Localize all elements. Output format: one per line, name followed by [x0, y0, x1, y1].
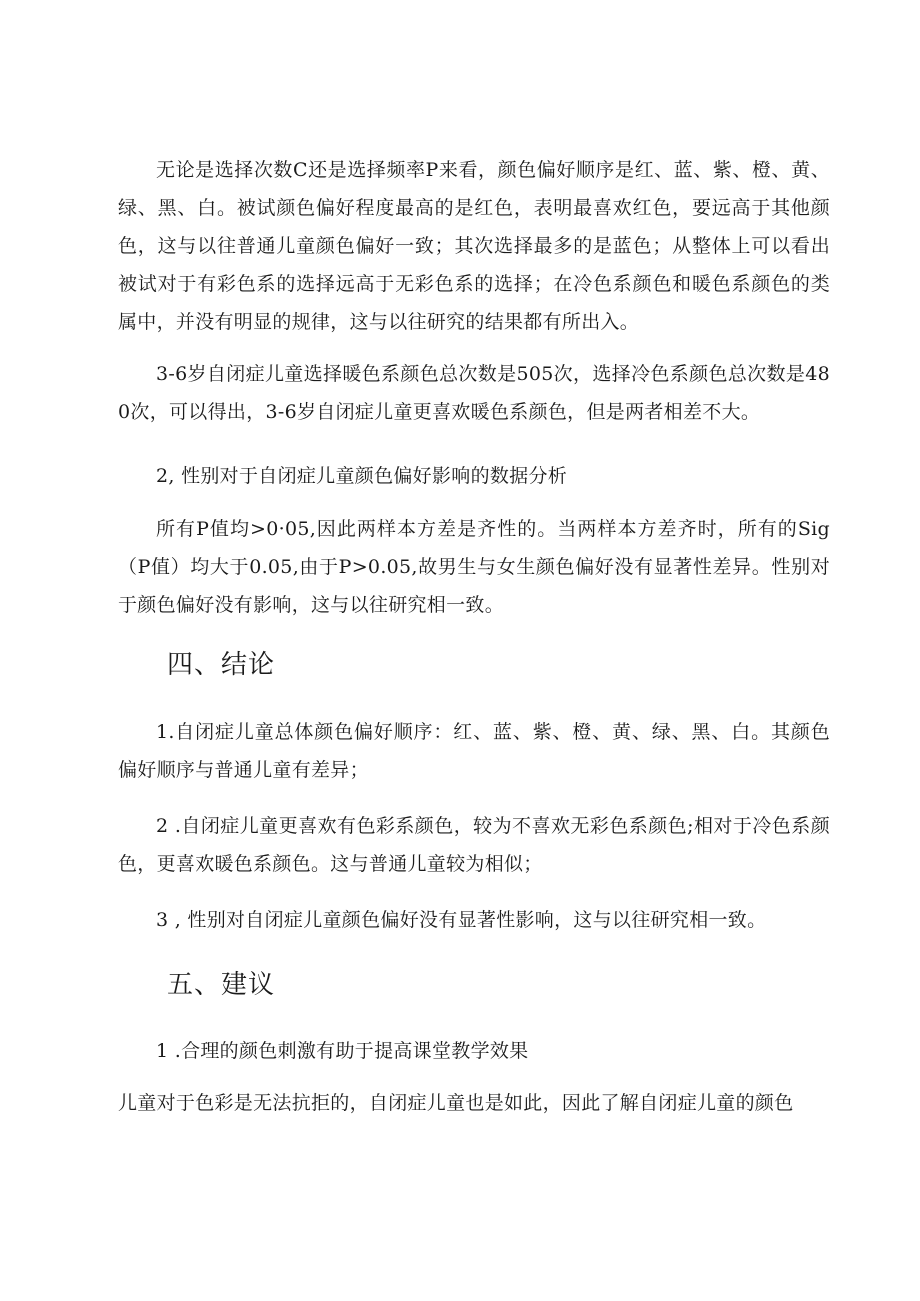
- subheading-gender-analysis: 2, 性别对于自闭症儿童颜色偏好影响的数据分析: [156, 465, 568, 487]
- conclusion-item-3: 3 , 性别对自闭症儿童颜色偏好没有显著性影响，这与以往研究相一致。: [156, 909, 767, 931]
- paragraph-children-color: 儿童对于色彩是无法抗拒的，自闭症儿童也是如此，因此了解自闭症儿童的颜色: [118, 1092, 794, 1114]
- suggestion-item-1: 1 .合理的颜色刺激有助于提高课堂教学效果: [156, 1040, 529, 1062]
- paragraph-gender-significance: 所有P值均>0·05,因此两样本方差是齐性的。当两样本方差齐时，所有的Sig（P值）均大于0.05,由于P>0.05,故男生与女生颜色偏好没有显著性差异。性别对于颜色偏好没有影响，这与以往研究相一致。: [118, 518, 830, 616]
- conclusion-item-1: 1.自闭症儿童总体颜色偏好顺序：红、蓝、紫、橙、黄、绿、黑、白。其颜色偏好顺序与普通儿童有差异；: [118, 721, 830, 781]
- section-heading-suggestions: 五、建议: [167, 970, 276, 1000]
- paragraph-color-preference-order: 无论是选择次数C还是选择频率P来看，颜色偏好顺序是红、蓝、紫、橙、黄、绿、黑、白。被试颜色偏好程度最高的是红色，表明最喜欢红色，要远高于其他颜色，这与以往普通儿童颜色偏好一致；其次选择最多的是蓝色；从整体上可以看出被试对于有彩色系的选择远高于无彩色系的选择；在冷色系颜色和暖色系颜色的类属中，并没有明显的规律，这与以往研究的结果都有所出入。: [118, 159, 830, 333]
- conclusion-item-2: 2 .自闭症儿童更喜欢有色彩系颜色，较为不喜欢无彩色系颜色;相对于冷色系颜色，更喜欢暖色系颜色。这与普通儿童较为相似；: [118, 815, 830, 875]
- section-heading-conclusion: 四、结论: [167, 650, 276, 680]
- paragraph-warm-cold-count: 3-6岁自闭症儿童选择暖色系颜色总次数是505次，选择冷色系颜色总次数是480次，可以得出，3-6岁自闭症儿童更喜欢暖色系颜色，但是两者相差不大。: [118, 363, 830, 423]
